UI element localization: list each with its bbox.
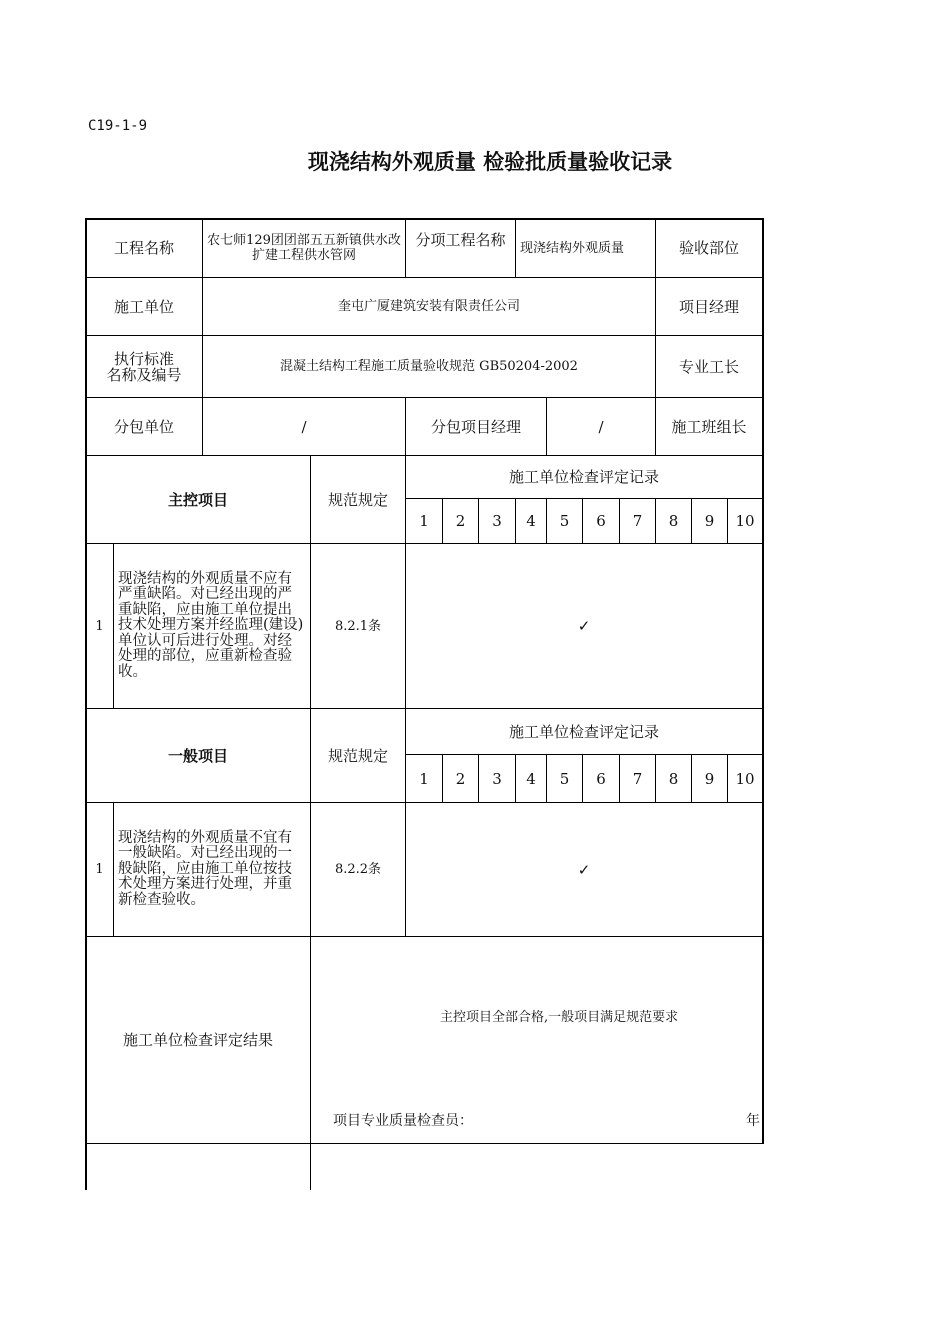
- general-item-description: 现浇结构的外观质量不宜有一般缺陷。对已经出现的一般缺陷，应由施工单位按技术处理方案进行处理，并重新检查验收。: [118, 829, 292, 908]
- general-col-10: 10: [735, 769, 755, 788]
- page-title: 现浇结构外观质量 检验批质量验收记录: [307, 150, 673, 174]
- main-item-description: 现浇结构的外观质量不应有严重缺陷。对已经出现的严重缺陷，应由施工单位提出技术处理方案并经监理(建设)单位认可后进行处理。对经处理的部位，应重新检查验收。: [118, 570, 304, 680]
- main-item-clause: 8.2.1条: [334, 618, 382, 634]
- general-col-4: 4: [526, 769, 536, 788]
- general-item-result: ✓: [577, 860, 591, 879]
- contractor-value: 奎屯广厦建筑安装有限责任公司: [337, 299, 520, 314]
- main-col-8: 8: [668, 512, 679, 530]
- general-col-2: 2: [455, 769, 466, 788]
- main-record-label: 施工单位检查评定记录: [508, 468, 659, 486]
- general-col-6: 6: [596, 769, 606, 788]
- main-col-2: 2: [455, 512, 466, 530]
- standard-label: 执行标准 名称及编号: [106, 349, 182, 384]
- main-col-9: 9: [704, 512, 715, 530]
- general-col-5: 5: [559, 769, 570, 788]
- main-col-1: 1: [419, 512, 429, 530]
- foreman-label: 专业工长: [678, 357, 739, 376]
- main-col-6: 6: [596, 512, 606, 530]
- team-leader-label: 施工班组长: [671, 417, 747, 436]
- sub-manager-label: 分包项目经理: [430, 417, 521, 436]
- main-item-no: 1: [95, 618, 104, 634]
- general-col-8: 8: [668, 769, 679, 788]
- main-col-4: 4: [526, 512, 536, 530]
- contractor-label: 施工单位: [113, 297, 174, 316]
- general-item-clause: 8.2.2条: [334, 862, 382, 877]
- acceptance-part-label: 验收部位: [678, 239, 739, 257]
- general-items-label: 一般项目: [167, 746, 228, 765]
- sub-project-value: 现浇结构外观质量: [520, 240, 625, 256]
- project-manager-label: 项目经理: [678, 297, 739, 316]
- main-col-3: 3: [492, 512, 502, 530]
- general-col-7: 7: [632, 769, 643, 788]
- sub-manager-value: /: [598, 417, 604, 436]
- general-col-3: 3: [492, 769, 502, 788]
- main-spec-label: 规范规定: [327, 490, 388, 509]
- project-name-label: 工程名称: [113, 239, 174, 257]
- project-name-value: 农七师129团团部五五新镇供水改扩建工程供水管网: [207, 233, 401, 263]
- general-col-1: 1: [419, 769, 429, 788]
- inspector-label: 项目专业质量检查员：: [333, 1113, 473, 1129]
- general-item-no: 1: [95, 862, 104, 877]
- main-col-10: 10: [735, 512, 755, 530]
- main-col-5: 5: [559, 512, 570, 530]
- evaluation-label: 施工单位检查评定结果: [122, 1031, 273, 1049]
- main-col-7: 7: [632, 512, 643, 530]
- main-items-label: 主控项目: [167, 490, 228, 509]
- sub-project-label: 分项工程名称: [415, 231, 506, 249]
- main-item-result: ✓: [577, 617, 591, 635]
- year-label: 年: [746, 1113, 760, 1129]
- form-code: C19-1-9: [88, 118, 148, 134]
- evaluation-conclusion: 主控项目全部合格,一般项目满足规范要求: [440, 1009, 679, 1025]
- general-spec-label: 规范规定: [327, 746, 388, 765]
- general-col-9: 9: [704, 769, 715, 788]
- subcontractor-value: /: [301, 417, 307, 436]
- standard-value: 混凝土结构工程施工质量验收规范 GB50204-2002: [280, 359, 578, 374]
- general-record-label: 施工单位检查评定记录: [508, 722, 659, 741]
- subcontractor-label: 分包单位: [113, 417, 174, 436]
